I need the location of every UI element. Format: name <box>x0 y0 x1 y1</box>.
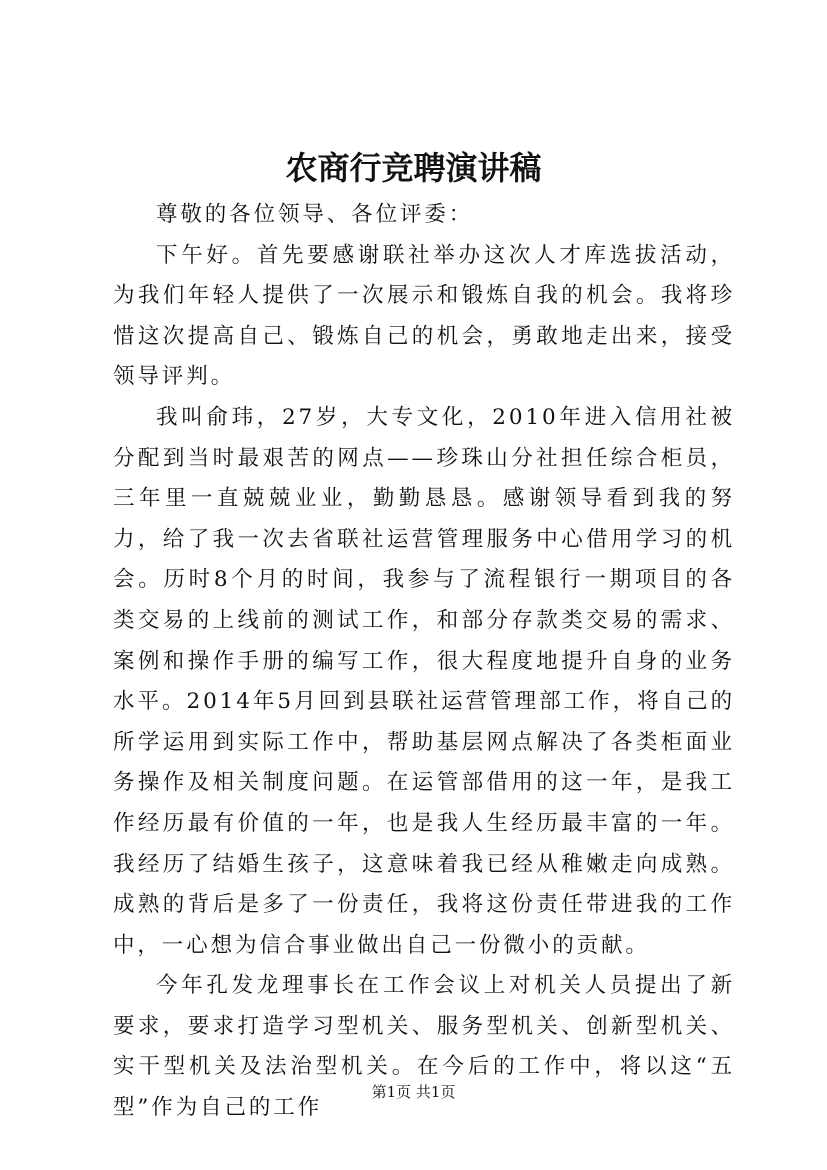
paragraph-requirements: 今年孔发龙理事长在工作会议上对机关人员提出了新要求，要求打造学习型机关、服务型机关、创新型机关、实干型机关及法治型机关。在今后的工作中，将以这“五型”作为自己的工作 <box>113 973 735 1121</box>
paragraph-introduction: 我叫俞玮，27岁，大专文化，2010年进入信用社被分配到当时最艰苦的网点——珍珠山分社担任综合柜员，三年里一直兢兢业业，勤勤恳恳。感谢领导看到我的努力，给了我一次去省联社运营管理服务中心借用学习的机会。历时8个月的时间，我参与了流程银行一期项目的各类交易的上线前的测试工作，和部分存款类交易的需求、案例和操作手册的编写工作，很大程度地提升自身的业务水平。2014年5月回到县联社运营管理部工作，将自己的所学运用到实际工作中，帮助基层网点解决了各类柜面业务操作及相关制度问题。在运管部借用的这一年，是我工作经历最有价值的一年，也是我人生经历最丰富的一年。我经历了结婚生孩子，这意味着我已经从稚嫩走向成熟。成熟的背后是多了一份责任，我将这份责任带进我的工作中，一心想为信合事业做出自己一份微小的贡献。 <box>113 404 735 958</box>
document-body <box>113 195 735 1129</box>
paragraph-greeting: 下午好。首先要感谢联社举办这次人才库选拔活动，为我们年轻人提供了一次展示和锻炼自我的机会。我将珍惜这次提高自己、锻炼自己的机会，勇敢地走出来，接受领导评判。 <box>113 242 735 390</box>
page-footer: 第1页 共1页 <box>371 1083 456 1101</box>
page-title: 农商行竞聘演讲稿 <box>285 149 542 187</box>
paragraph-salutation: 尊敬的各位领导、各位评委： <box>156 202 474 227</box>
